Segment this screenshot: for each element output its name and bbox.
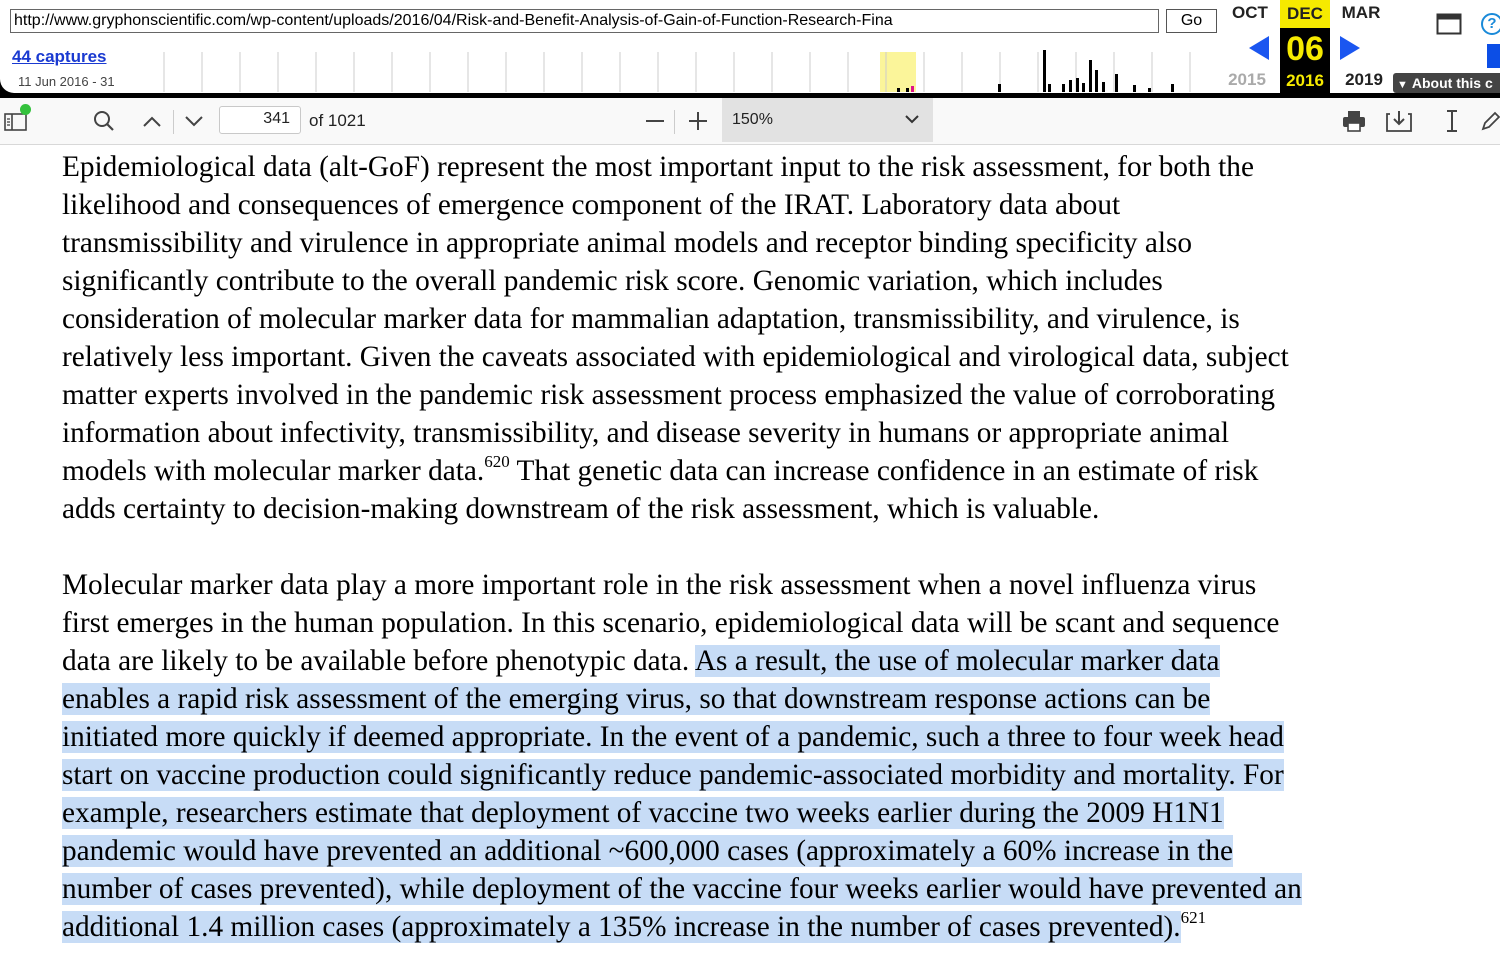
next-year-label[interactable]: 2019 — [1345, 70, 1383, 89]
download-icon — [1386, 110, 1412, 132]
calendar-icon[interactable] — [1436, 13, 1462, 35]
wayback-panel — [0, 0, 1500, 93]
wayback-url-input[interactable]: http://www.gryphonscientific.com/wp-content/uploads/2016/04/Risk-and-Benefit-Analysis-of-Gain-of-Function-Research-Fina — [10, 9, 1159, 33]
text-segment: models with molecular marker data. — [62, 455, 485, 487]
text-line: information about infectivity, transmissibility, and disease severity in humans or appropriate animal — [62, 417, 1229, 449]
toolbar-divider — [173, 110, 174, 134]
page-number-input[interactable]: 341 — [219, 106, 301, 134]
sparkline-capture-bar — [1069, 80, 1072, 92]
printer-icon — [1342, 110, 1366, 132]
current-day-label: 06 — [1280, 28, 1330, 68]
selected-text-line[interactable] — [62, 908, 1492, 946]
sparkline-capture-bar — [1082, 83, 1085, 92]
prev-capture-arrow-icon[interactable] — [1249, 36, 1269, 60]
text-line: Molecular marker data play a more important role in the risk assessment when a novel influenza virus — [62, 569, 1257, 601]
selected-text-line[interactable] — [62, 756, 1492, 794]
paragraph-epidemiological-data — [62, 148, 1492, 528]
prev-year-label[interactable]: 2015 — [1228, 70, 1266, 89]
print-button[interactable] — [1340, 107, 1368, 135]
pencil-icon — [1480, 110, 1500, 132]
selected-text[interactable]: additional 1.4 million cases (approximately a 135% increase in the number of cases prevented). — [62, 911, 1181, 943]
text-segment: That genetic data can increase confidence in an estimate of risk — [509, 455, 1259, 487]
sparkline-current-capture — [911, 86, 914, 92]
sparkline-capture-bar — [897, 88, 900, 92]
text-segment: data are likely to be available before phenotypic data. — [62, 645, 695, 677]
sparkline-capture-bar — [1043, 50, 1046, 92]
search-icon — [93, 110, 115, 132]
selected-text[interactable]: number of cases prevented), while deployment of the vaccine four weeks earlier would have prevented an — [62, 873, 1302, 905]
selected-text-line[interactable] — [62, 794, 1492, 832]
sparkline-capture-bar — [1148, 88, 1151, 92]
caret-down-icon: ▼ — [1397, 79, 1408, 91]
text-line: likelihood and consequences of emergence component of the IRAT. Laboratory data about — [62, 189, 1121, 221]
chevron-down-icon — [184, 115, 204, 127]
captures-link[interactable]: 44 captures — [12, 47, 107, 66]
zoom-in-button[interactable] — [684, 107, 712, 135]
text-select-button[interactable] — [1440, 107, 1464, 135]
current-year-label: 2016 — [1280, 68, 1330, 93]
selected-text[interactable]: As a result, the use of molecular marker data — [694, 645, 1220, 677]
zoom-select[interactable] — [722, 98, 933, 142]
selected-text[interactable]: pandemic would have prevented an additional ~600,000 cases (approximately a 60% increase in the — [62, 835, 1234, 867]
text-line: adds certainty to decision-making downstream of the risk assessment, which is valuable. — [62, 493, 1100, 525]
sparkline-capture-bar — [1095, 70, 1098, 92]
selected-text-line[interactable] — [62, 832, 1492, 870]
text-line — [62, 642, 1492, 680]
zoom-out-button[interactable] — [641, 107, 669, 135]
about-capture-button[interactable] — [1393, 73, 1500, 93]
sparkline-capture-bar — [1062, 84, 1065, 92]
capture-date-range: 11 Jun 2016 - 31 — [18, 74, 115, 89]
next-capture-arrow-icon[interactable] — [1340, 36, 1360, 60]
sparkline-current-year — [880, 52, 916, 92]
text-line: consideration of molecular marker data for mammalian adaptation, transmissibility, and virulence, is — [62, 303, 1240, 335]
share-tab-icon[interactable] — [1487, 44, 1500, 68]
download-button[interactable] — [1385, 107, 1413, 135]
sparkline-capture-bar — [1048, 84, 1051, 92]
selected-text[interactable]: enables a rapid risk assessment of the emerging virus, so that downstream response actions can be — [62, 683, 1211, 715]
sparkline-capture-bar — [998, 84, 1001, 92]
sparkline-capture-bar — [906, 88, 909, 92]
pdf-toolbar — [0, 98, 1500, 145]
next-month-label[interactable]: MAR — [1341, 3, 1381, 22]
footnote-ref-621[interactable]: 621 — [1180, 908, 1207, 928]
text-line: significantly contribute to the overall pandemic risk score. Genomic variation, which includes — [62, 265, 1163, 297]
selected-text[interactable]: initiated more quickly if deemed appropriate. In the event of a pandemic, such a three to four week head — [62, 721, 1284, 753]
annotate-button[interactable] — [1480, 107, 1500, 135]
minus-icon — [645, 119, 665, 123]
status-dot — [20, 104, 31, 115]
sparkline-capture-bar — [1133, 85, 1136, 92]
zoom-value: 150% — [732, 111, 773, 128]
toolbar-divider — [674, 110, 675, 134]
previous-page-button[interactable] — [138, 107, 166, 135]
text-line: matter experts involved in the pandemic risk assessment process emphasized the value of corroborating — [62, 379, 1276, 411]
page-count-label: of 1021 — [309, 111, 366, 130]
about-capture-label: About this c — [1411, 75, 1493, 91]
text-line: relatively less important. Given the caveats associated with epidemiological and virological data, subject — [62, 341, 1289, 373]
footnote-ref-620[interactable]: 620 — [484, 452, 510, 472]
text-line: Epidemiological data (alt-GoF) represent the most important input to the risk assessment, for both the — [62, 151, 1254, 183]
search-button[interactable] — [90, 107, 118, 135]
paragraph-molecular-marker-data — [62, 566, 1492, 946]
next-page-button[interactable] — [180, 107, 208, 135]
wayback-go-button[interactable]: Go — [1166, 9, 1217, 33]
selected-text-line[interactable] — [62, 680, 1492, 718]
text-cursor-icon — [1445, 109, 1459, 133]
selected-text[interactable]: start on vaccine production could significantly reduce pandemic-associated morbidity and mortality. For — [62, 759, 1284, 791]
sparkline-capture-bar — [1076, 78, 1079, 92]
sparkline-capture-bar — [1115, 74, 1118, 92]
selected-text[interactable]: example, researchers estimate that deployment of vaccine two weeks earlier during the 2009 H1N1 — [62, 797, 1224, 829]
text-line — [62, 452, 1492, 490]
sparkline-capture-bar — [1089, 60, 1092, 92]
current-month-label: DEC — [1280, 0, 1330, 28]
chevron-up-icon — [142, 115, 162, 127]
plus-icon — [688, 111, 708, 131]
prev-month-label[interactable]: OCT — [1232, 3, 1268, 22]
sparkline-capture-bar — [1171, 84, 1174, 92]
help-icon[interactable]: ? — [1481, 13, 1500, 35]
pdf-page-content — [62, 148, 1492, 946]
capture-sparkline[interactable] — [130, 42, 1210, 92]
wayback-toolbar — [0, 0, 1500, 98]
selected-text-line[interactable] — [62, 870, 1492, 908]
text-line: first emerges in the human population. In this scenario, epidemiological data will be scant and sequence — [62, 607, 1280, 639]
sparkline-capture-bar — [1102, 82, 1105, 92]
text-line: transmissibility and virulence in appropriate animal models and receptor binding specificity also — [62, 227, 1193, 259]
selected-text-line[interactable] — [62, 718, 1492, 756]
